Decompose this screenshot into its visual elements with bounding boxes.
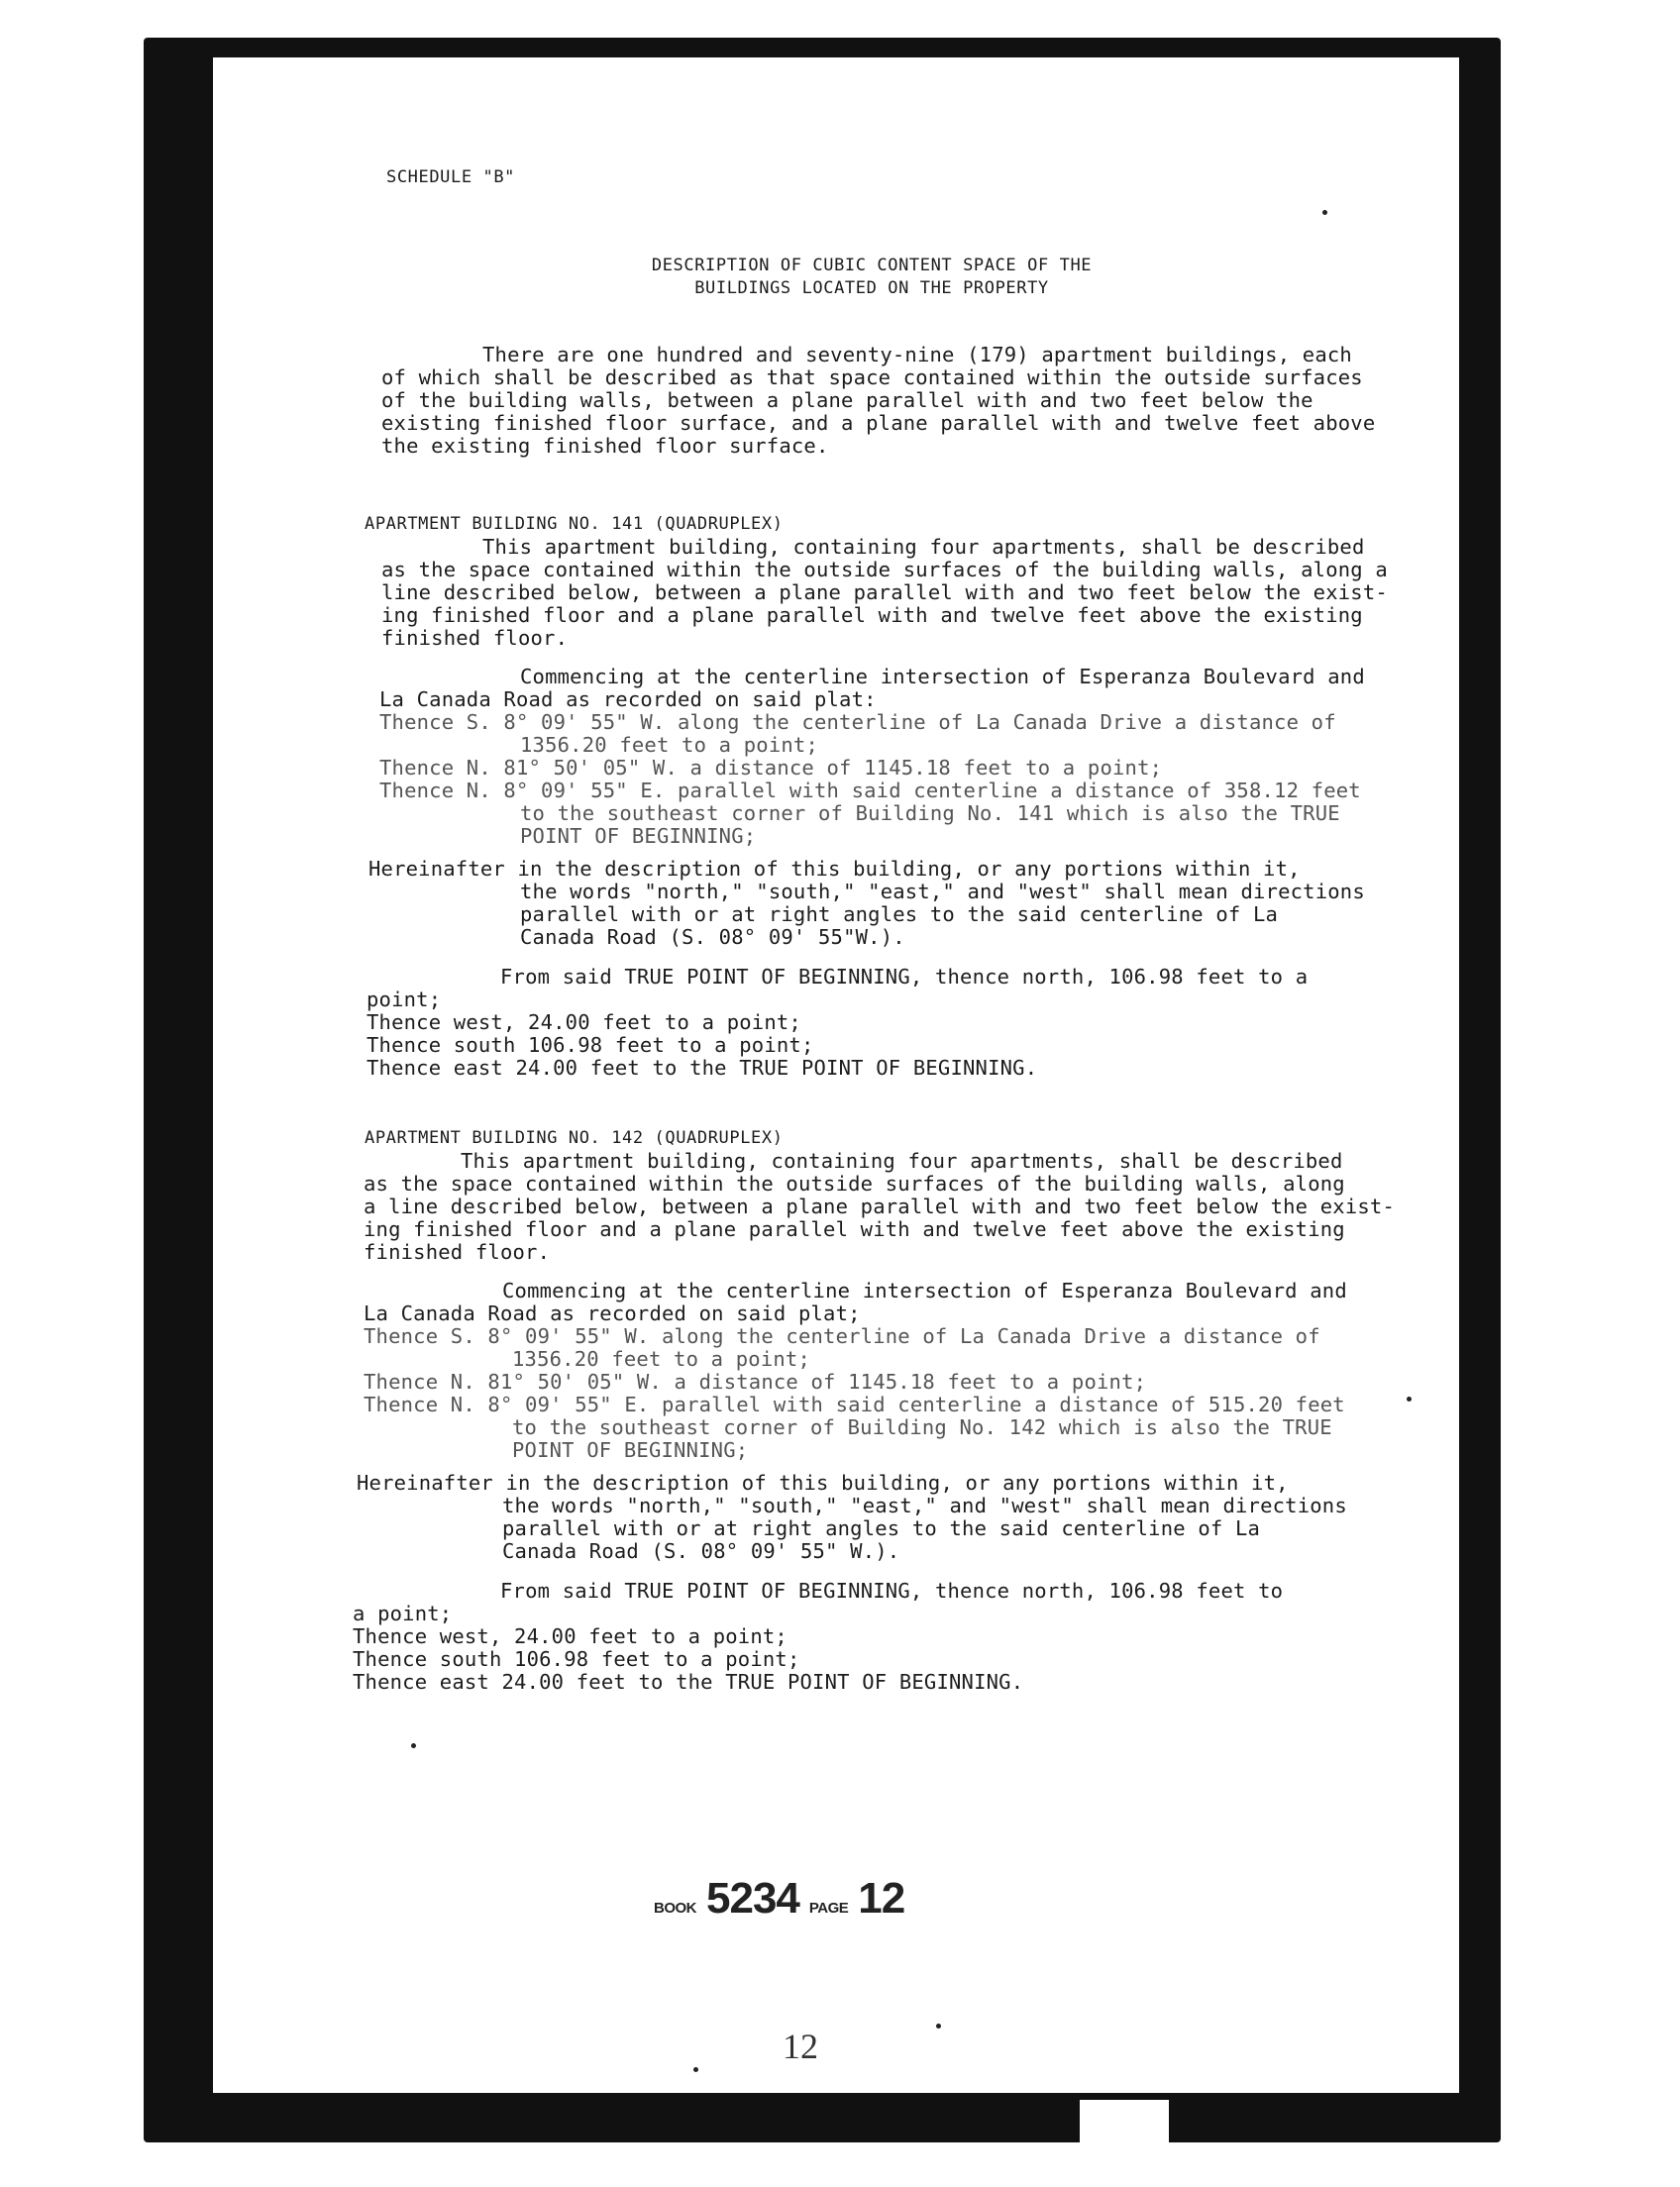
text-line: to the southeast corner of Building No. 142 which is also the TRUE	[512, 1415, 1332, 1439]
intro-line: of the building walls, between a plane parallel with and two feet below the	[381, 388, 1313, 412]
text-line: Hereinafter in the description of this building, or any portions within it,	[368, 857, 1301, 881]
text-line: From said TRUE POINT OF BEGINNING, thence north, 106.98 feet to a	[500, 965, 1309, 989]
intro-line: the existing finished floor surface.	[381, 434, 829, 458]
text-line: a point;	[353, 1602, 453, 1625]
text-line: Thence east 24.00 feet to the TRUE POINT OF BEGINNING.	[367, 1056, 1038, 1080]
scan-speck	[693, 2067, 698, 2072]
text-line: This apartment building, containing four apartments, shall be described	[461, 1149, 1343, 1173]
scan-speck	[936, 2024, 941, 2029]
page-number-stamp: 12	[858, 1874, 905, 1923]
title-line-1: DESCRIPTION OF CUBIC CONTENT SPACE OF THE	[651, 256, 1093, 275]
text-line: to the southeast corner of Building No. 141 which is also the TRUE	[520, 801, 1340, 825]
intro-line: existing finished floor surface, and a plane parallel with and twelve feet above	[381, 411, 1376, 435]
text-line: Thence S. 8° 09' 55" W. along the centerline of La Canada Drive a distance of	[379, 710, 1336, 734]
text-line: line described below, between a plane parallel with and two feet below the exist-	[381, 580, 1388, 604]
text-line: Canada Road (S. 08° 09' 55"W.).	[520, 925, 905, 949]
text-line: Hereinafter in the description of this building, or any portions within it,	[357, 1471, 1289, 1495]
scan-speck	[1322, 210, 1327, 215]
text-line: Canada Road (S. 08° 09' 55" W.).	[502, 1539, 900, 1563]
text-line: POINT OF BEGINNING;	[512, 1438, 749, 1462]
text-line: Commencing at the centerline intersection of Esperanza Boulevard and	[502, 1279, 1347, 1302]
text-line: ing finished floor and a plane parallel with and twelve feet above the existing	[364, 1217, 1345, 1241]
text-line: Thence south 106.98 feet to a point;	[367, 1033, 814, 1057]
text-line: finished floor.	[364, 1240, 551, 1264]
text-line: ing finished floor and a plane parallel with and twelve feet above the existing	[381, 603, 1363, 627]
text-line: Thence west, 24.00 feet to a point;	[353, 1624, 788, 1648]
scan-speck	[411, 1743, 416, 1748]
text-line: Thence N. 8° 09' 55" E. parallel with said centerline a distance of 358.12 feet	[379, 779, 1361, 802]
text-line: a line described below, between a plane parallel with and two feet below the exist-	[364, 1195, 1395, 1218]
text-line: Thence N. 81° 50' 05" W. a distance of 1145.18 feet to a point;	[364, 1370, 1147, 1394]
text-line: as the space contained within the outside surfaces of the building walls, along a	[381, 558, 1388, 581]
text-line: La Canada Road as recorded on said plat:	[379, 687, 877, 711]
text-line: as the space contained within the outside surfaces of the building walls, along	[364, 1172, 1345, 1196]
text-line: POINT OF BEGINNING;	[520, 824, 757, 848]
page-label: PAGE	[808, 1900, 849, 1917]
book-page-stamp	[654, 1874, 904, 1924]
text-line: La Canada Road as recorded on said plat;	[364, 1302, 861, 1325]
text-line: 1356.20 feet to a point;	[520, 733, 819, 757]
title-line-2: BUILDINGS LOCATED ON THE PROPERTY	[694, 278, 1049, 298]
text-line: the words "north," "south," "east," and "west" shall mean directions	[502, 1494, 1347, 1517]
text-line: Thence S. 8° 09' 55" W. along the centerline of La Canada Drive a distance of	[364, 1324, 1320, 1348]
text-line: finished floor.	[381, 626, 569, 650]
building-142-heading: APARTMENT BUILDING NO. 142 (QUADRUPLEX)	[365, 1128, 784, 1148]
footer-page-number: 12	[783, 2027, 818, 2066]
text-line: the words "north," "south," "east," and "west" shall mean directions	[520, 880, 1365, 903]
text-line: 1356.20 feet to a point;	[512, 1347, 811, 1371]
text-line: parallel with or at right angles to the said centerline of La	[502, 1516, 1261, 1540]
text-line: This apartment building, containing four apartments, shall be described	[482, 535, 1365, 559]
text-line: Thence N. 81° 50' 05" W. a distance of 1145.18 feet to a point;	[379, 756, 1163, 780]
text-line: parallel with or at right angles to the said centerline of La	[520, 902, 1279, 926]
text-line: From said TRUE POINT OF BEGINNING, thence north, 106.98 feet to	[500, 1579, 1284, 1603]
text-line: Thence N. 8° 09' 55" E. parallel with said centerline a distance of 515.20 feet	[364, 1393, 1345, 1416]
text-line: Thence east 24.00 feet to the TRUE POINT OF BEGINNING.	[353, 1670, 1024, 1694]
book-label: BOOK	[654, 1900, 696, 1917]
book-number: 5234	[706, 1874, 799, 1923]
scan-speck	[1407, 1397, 1412, 1402]
schedule-label: SCHEDULE "B"	[386, 167, 516, 187]
text-line: point;	[367, 988, 442, 1011]
building-141-heading: APARTMENT BUILDING NO. 141 (QUADRUPLEX)	[365, 514, 784, 534]
text-line: Thence west, 24.00 feet to a point;	[367, 1010, 801, 1034]
text-line: Thence south 106.98 feet to a point;	[353, 1647, 800, 1671]
intro-line: There are one hundred and seventy-nine (179) apartment buildings, each	[482, 343, 1352, 366]
intro-line: of which shall be described as that space contained within the outside surfaces	[381, 365, 1363, 389]
text-line: Commencing at the centerline intersection of Esperanza Boulevard and	[520, 665, 1365, 688]
